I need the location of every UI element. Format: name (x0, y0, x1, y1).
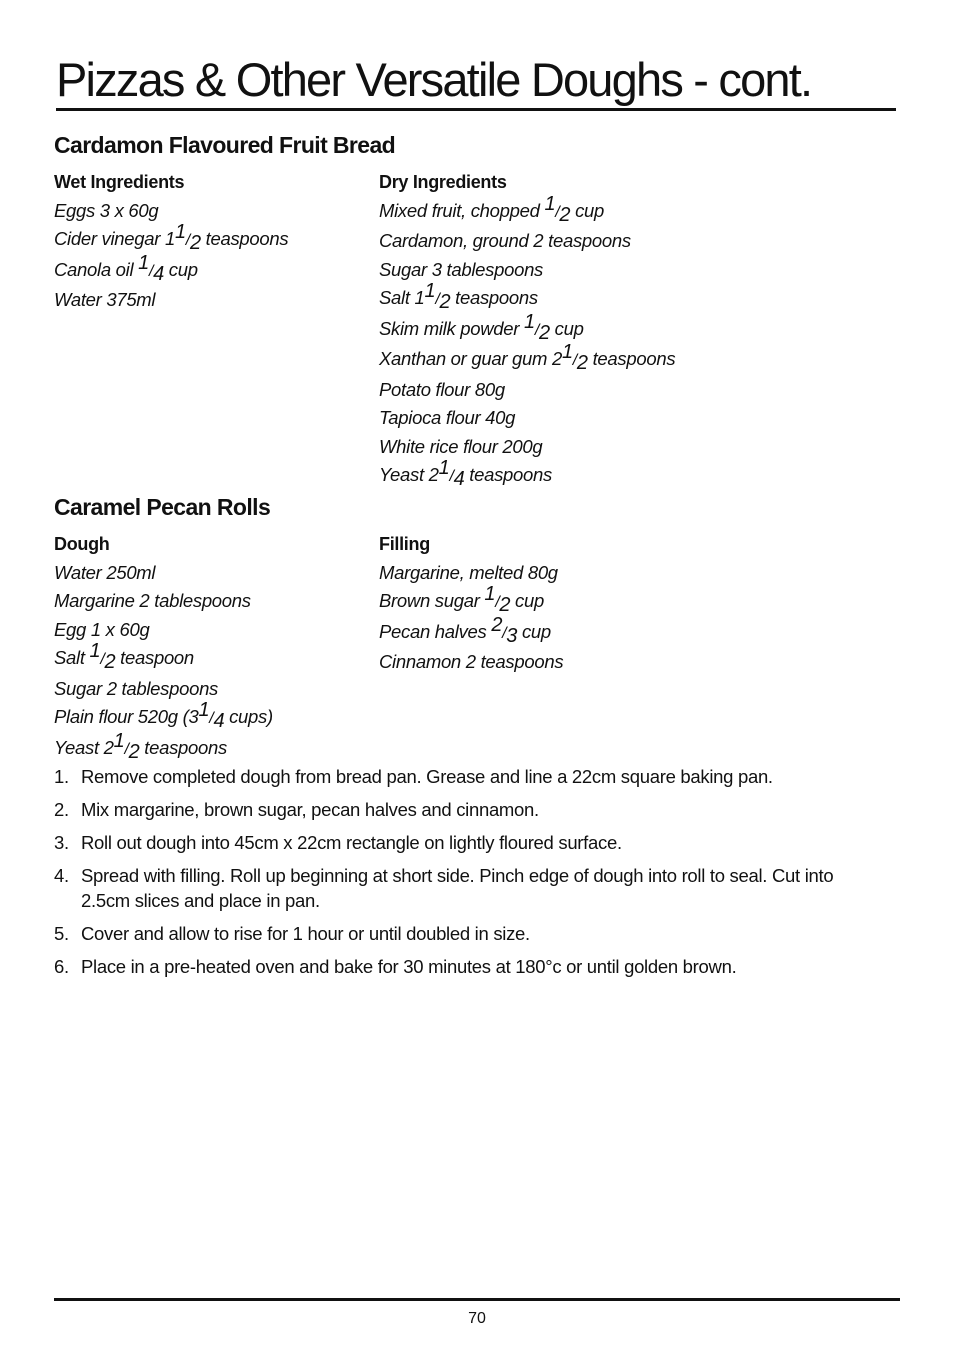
dry-ingredients-list (379, 168, 675, 492)
wet-ingredients-heading: Wet Ingredients (54, 172, 185, 192)
fraction (89, 640, 116, 673)
fraction (138, 251, 164, 285)
fraction-slash: / (185, 232, 190, 249)
step-text: Place in a pre-heated oven and bake for 30 minutes at 180°c or until golden brown. (81, 956, 737, 977)
recipe-title-pecan-rolls: Caramel Pecan Rolls (54, 494, 271, 520)
step-number: 1. (54, 766, 69, 787)
ingredient-unit: teaspoons (200, 228, 289, 249)
ingredient-text: Salt (54, 647, 90, 668)
fraction (561, 341, 588, 374)
method-step (54, 830, 884, 855)
fraction (491, 613, 518, 647)
fraction (484, 583, 511, 616)
page-title: Pizzas & Other Versatile Doughs - cont. (56, 52, 896, 111)
page-number: 70 (468, 1310, 486, 1327)
ingredient-item (379, 227, 675, 256)
method-step (54, 921, 884, 946)
ingredient-text: Margarine 2 tablespoons (54, 590, 251, 611)
ingredient-item (379, 192, 675, 228)
ingredient-item (54, 559, 273, 588)
ingredient-item (54, 616, 273, 645)
ingredient-item (54, 587, 273, 616)
ingredient-item (379, 583, 563, 618)
fraction (544, 192, 571, 226)
fraction-denominator: 2 (104, 651, 116, 673)
footer-divider (54, 1298, 900, 1301)
ingredient-text: Water 375ml (54, 289, 156, 310)
ingredient-text: Cardamon, ground 2 teaspoons (379, 230, 631, 251)
method-step (54, 863, 884, 913)
ingredient-item (54, 640, 273, 675)
fraction-slash: / (100, 651, 105, 668)
fraction-denominator: 3 (506, 624, 518, 647)
step-text: Mix margarine, brown sugar, pecan halves and cinnamon. (81, 799, 539, 820)
ingredient-unit: teaspoons (139, 736, 227, 758)
fraction-denominator: 2 (538, 321, 550, 344)
ingredient-text: Sugar 3 tablespoons (379, 258, 544, 280)
fraction-denominator: 4 (153, 262, 164, 285)
ingredient-unit: cup (517, 620, 551, 642)
ingredient-text: Mixed fruit, chopped (379, 199, 545, 221)
ingredient-item (54, 699, 273, 734)
ingredient-unit: cup (549, 317, 584, 339)
ingredient-text: Canola oil (54, 258, 139, 280)
fraction-numerator: 1 (524, 310, 535, 333)
fraction-numerator: 1 (424, 280, 436, 302)
ingredient-text: Pecan halves (379, 620, 492, 642)
ingredient-item (54, 221, 289, 256)
fraction-numerator: 1 (138, 251, 149, 274)
step-number: 5. (54, 923, 69, 944)
wet-ingredients-list (54, 168, 288, 315)
ingredient-text: Sugar 2 tablespoons (54, 677, 219, 699)
ingredient-item (379, 341, 676, 376)
fraction (113, 729, 140, 763)
ingredient-text: Cider vinegar 1 (54, 228, 175, 249)
ingredient-text: Plain flour 520g (3 (54, 706, 199, 727)
ingredient-item (54, 675, 273, 704)
ingredient-unit: teaspoons (464, 464, 552, 485)
ingredient-item (379, 648, 563, 677)
ingredient-item (379, 433, 675, 462)
step-text: Roll out dough into 45cm x 22cm rectangle on lightly floured surface. (81, 832, 622, 853)
fraction-slash: / (495, 594, 500, 611)
ingredient-text: Cinnamon 2 teaspoons (379, 651, 564, 672)
dry-ingredients-heading: Dry Ingredients (379, 172, 507, 192)
fraction-slash: / (435, 291, 440, 308)
ingredient-unit: teaspoons (450, 287, 538, 308)
ingredient-item (379, 376, 675, 405)
filling-ingredients-list (379, 530, 563, 677)
fraction (438, 457, 465, 490)
ingredient-text: Margarine, melted 80g (379, 561, 558, 583)
ingredient-item (54, 197, 288, 226)
ingredient-text: Eggs 3 x 60g (54, 199, 159, 221)
fraction (174, 221, 201, 254)
step-number: 3. (54, 832, 69, 853)
ingredient-unit: cup (163, 258, 198, 280)
step-text: Spread with filling. Roll up beginning at short side. Pinch edge of dough into roll to seal. Cut into 2.5cm slices and place in pan. (81, 865, 834, 911)
step-text: Remove completed dough from bread pan. Grease and line a 22cm square baking pan. (81, 766, 773, 787)
ingredient-text: Salt 1 (379, 287, 425, 308)
fraction (424, 280, 451, 313)
dough-ingredients-list (54, 530, 273, 764)
ingredient-unit: cup (570, 199, 605, 221)
method-step (54, 764, 884, 789)
fraction-numerator: 1 (198, 699, 210, 721)
ingredient-item (379, 280, 675, 315)
fraction-denominator: 2 (189, 232, 201, 254)
ingredient-text: Brown sugar (379, 590, 485, 611)
ingredient-item (54, 251, 288, 287)
fraction-numerator: 1 (561, 341, 573, 363)
fraction (524, 310, 550, 344)
filling-heading: Filling (379, 534, 430, 554)
ingredient-text: Xanthan or guar gum 2 (379, 348, 562, 369)
ingredient-unit: cups) (224, 706, 273, 727)
dough-heading: Dough (54, 534, 110, 554)
fraction-slash: / (124, 740, 129, 758)
ingredient-item (379, 404, 675, 433)
fraction-denominator: 2 (439, 291, 451, 313)
ingredient-unit: cup (510, 590, 544, 611)
method-step (54, 954, 884, 979)
ingredient-text: Skim milk powder (379, 317, 524, 339)
fraction-numerator: 1 (544, 192, 556, 215)
ingredient-unit: teaspoon (115, 647, 194, 668)
fraction-slash: / (148, 262, 154, 280)
ingredient-text: Egg 1 x 60g (54, 618, 150, 640)
ingredient-text: Water 250ml (54, 561, 156, 583)
ingredient-item (54, 286, 288, 315)
fraction-numerator: 1 (89, 640, 101, 662)
ingredient-item (379, 559, 563, 588)
fraction-denominator: 4 (453, 468, 465, 490)
fraction-denominator: 2 (576, 352, 588, 374)
fraction-denominator: 2 (128, 740, 140, 763)
fraction-slash: / (572, 352, 577, 369)
ingredient-item (379, 310, 675, 346)
method-steps (54, 764, 884, 987)
ingredient-item (54, 729, 273, 765)
fraction-slash: / (555, 203, 560, 221)
ingredient-text: Potato flour 80g (379, 378, 505, 400)
ingredient-text: Yeast 2 (379, 464, 439, 485)
step-number: 4. (54, 865, 69, 886)
fraction-numerator: 1 (113, 729, 125, 752)
recipe-title-fruit-bread: Cardamon Flavoured Fruit Bread (54, 132, 396, 158)
fraction-numerator: 1 (438, 457, 450, 479)
ingredient-item (379, 457, 675, 492)
ingredient-text: Yeast 2 (54, 736, 114, 758)
ingredient-item (379, 613, 563, 649)
step-number: 2. (54, 799, 69, 820)
fraction-denominator: 2 (499, 594, 511, 616)
fraction (198, 699, 225, 732)
ingredient-text: White rice flour 200g (379, 435, 543, 457)
fraction-slash: / (534, 321, 539, 339)
method-step (54, 797, 884, 822)
fraction-slash: / (209, 710, 214, 727)
fraction-numerator: 2 (491, 613, 503, 636)
step-number: 6. (54, 956, 69, 977)
fraction-slash: / (449, 468, 454, 485)
fraction-denominator: 2 (559, 203, 571, 226)
ingredient-text: Tapioca flour 40g (379, 407, 516, 428)
ingredient-unit: teaspoons (587, 348, 676, 369)
fraction-numerator: 1 (174, 221, 186, 243)
fraction-numerator: 1 (484, 583, 496, 605)
fraction-slash: / (502, 624, 507, 642)
step-text: Cover and allow to rise for 1 hour or until doubled in size. (81, 923, 530, 944)
fraction-denominator: 4 (213, 710, 225, 732)
ingredient-item (379, 256, 675, 285)
